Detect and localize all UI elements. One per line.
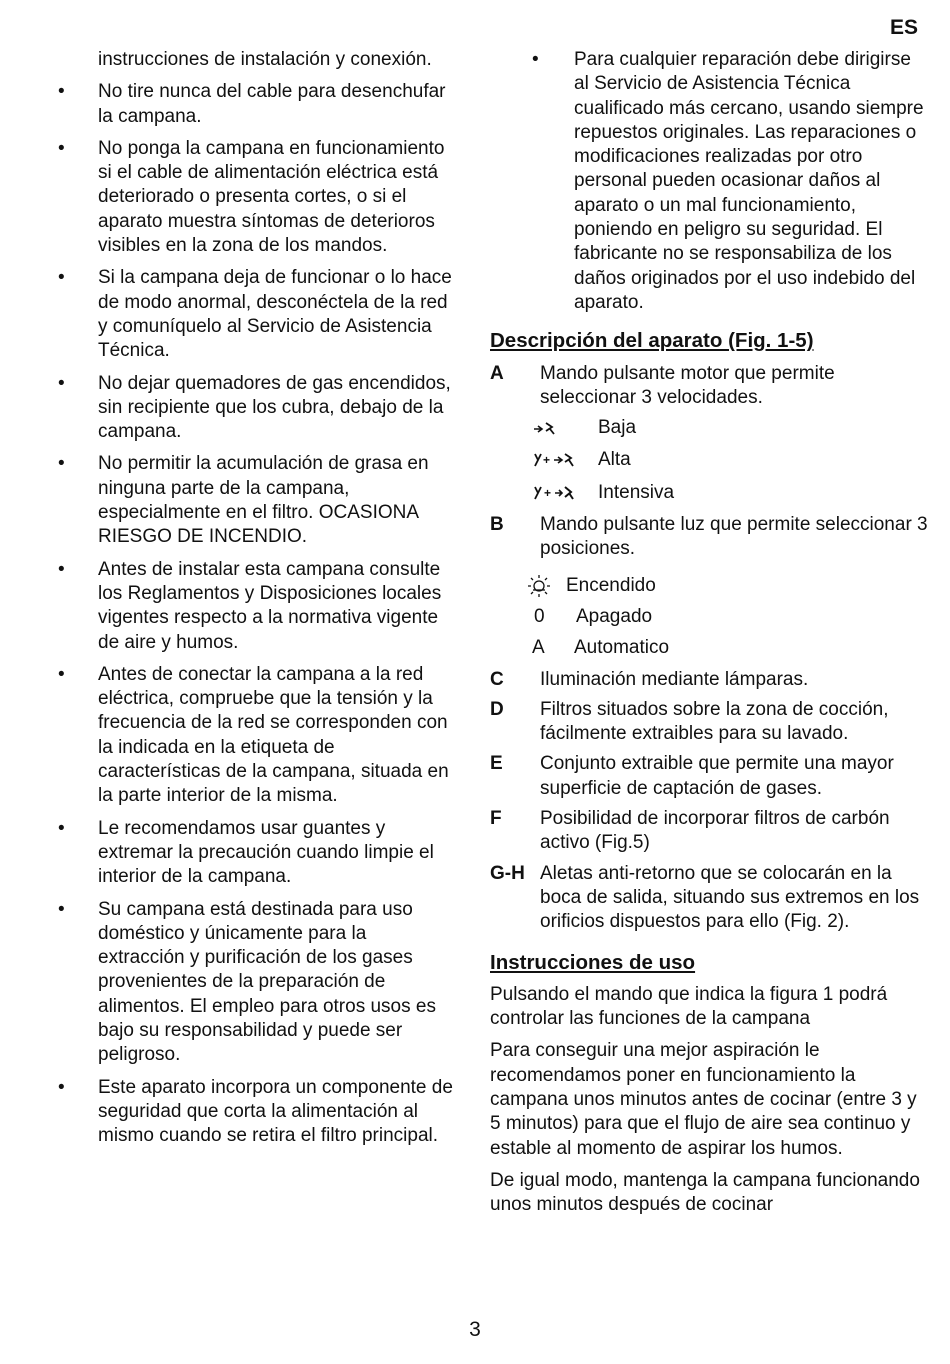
plus-symbol: + [544,485,552,500]
list-item: • Para cualquier reparación debe dirigirse al Servicio de Asistencia Técnica cualificado más cercano, usando siempre repuestos originales. Las reparaciones o modificaciones realizadas por otro personal pueden ocasionar daños al aparato o un mal funcionamiento, poniendo en peligro su seguridad. El fabricante no se responsabiliza de los daños originados por el uso indebido del aparato. [532,49,924,313]
light-auto: A Automatico [490,636,930,660]
language-code: ES [889,16,918,39]
fan-intensive-icon [490,481,598,505]
bullet-icon: • [58,267,65,289]
continued-text: instrucciones de instalación y conexión. [98,49,432,70]
item-text: Posibilidad de incorporar filtros de carbón activo (Fig.5) [540,808,890,854]
list-item: • No tire nunca del cable para desenchufar la campana. [58,81,446,127]
paragraph: Pulsando el mando que indica la figura 1 podrá controlar las funciones de la campana [490,983,888,1030]
item-key: F [490,808,502,830]
paragraph: De igual modo, mantenga la campana funcionando unos minutos después de cocinar [490,1169,920,1216]
page-number: 3 [469,1318,481,1341]
desc-item-d [490,698,930,747]
list-item: • No dejar quemadores de gas encendidos, sin recipiente que los cubra, debajo de la campana. [58,372,451,443]
fan-high-icon [490,448,598,472]
item-key: G-H [490,862,525,884]
list-item: • No permitir la acumulación de grasa en ninguna parte de la campana, especialmente en el filtro. OCASIONA RIESGO DE INCENDIO. [58,453,429,548]
bullet-icon: • [58,1076,65,1098]
desc-item-c [490,668,930,692]
list-item: • Le recomendamos usar guantes y extremar la precaución cuando limpie el interior de la campana. [58,817,434,888]
desc-item-a [490,362,930,411]
bullet-icon: • [58,558,65,580]
list-item: • Este aparato incorpora un componente de seguridad que corta la alimentación al mismo cuando se retira el filtro principal. [58,1076,453,1147]
item-key: B [490,514,504,536]
speed-low: Baja [490,416,930,440]
speed-high: + Alta [490,448,930,472]
bullet-icon: • [58,663,65,685]
item-text: Mando pulsante luz que permite seleccionar 3 posiciones. [540,514,928,560]
item-text: Mando pulsante motor que permite seleccionar 3 velocidades. [540,362,835,408]
light-off: 0 Apagado [490,605,930,629]
desc-item-f [490,807,930,856]
list-item: • Antes de conectar la campana a la red eléctrica, compruebe que la tensión y la frecuencia de la red se corresponden con la indicada en la etiqueta de características de la campana, situada en la parte interior de la misma. [58,663,449,807]
light-bulb-icon [524,574,566,598]
list-item: • Si la campana deja de funcionar o lo hace de modo anormal, desconéctela de la red y comuníquelo al Servicio de Asistencia Técnica. [58,267,452,362]
item-text: Filtros situados sobre la zona de cocción, fácilmente extraibles para su lavado. [540,698,889,745]
right-column [490,48,930,1225]
speed-intensive: + Intensiva [490,481,930,505]
desc-item-g-h [490,862,930,935]
light-on: Encendido [490,574,930,598]
item-key: C [490,668,504,690]
desc-item-e [490,752,930,801]
list-item: • No ponga la campana en funcionamiento si el cable de alimentación eléctrica está deteriorado o presenta cortes, o si el aparato muestra síntomas de deterioros visibles en la zona de los mandos. [58,137,445,257]
desc-item-b [490,513,930,562]
item-key: D [490,698,504,720]
bullet-icon: • [532,49,539,70]
bullet-icon: • [58,137,65,159]
left-column [58,48,453,1156]
bullet-icon: • [58,372,65,394]
bullet-icon: • [58,81,65,103]
section-heading-usage: Instrucciones de uso [490,950,696,974]
paragraph: Para conseguir una mejor aspiración le recomendamos poner en funcionamiento la campana unos minutos antes de cocinar (entre 3 y 5 minutos) para que el flujo de aire sea continuo y estable al momento de aspirar los humos. [490,1040,917,1159]
bullet-icon: • [58,453,65,475]
fan-low-icon [490,416,598,440]
auto-symbol: A [532,637,545,659]
item-text: Iluminación mediante lámparas. [540,668,809,690]
item-key: A [490,362,504,384]
section-heading-description: Descripción del aparato (Fig. 1-5) [490,329,814,353]
item-text: Conjunto extraible que permite una mayor superficie de captación de gases. [540,753,894,799]
bullet-icon: • [58,817,65,839]
list-item: • Antes de instalar esta campana consulte los Reglamentos y Disposiciones locales vigentes respecto a la normativa vigente de aire y humos. [58,558,442,653]
plus-symbol: + [543,453,551,468]
item-text: Aletas anti-retorno que se colocarán en la boca de salida, situando sus extremos en los orificios dispuestos para ello (Fig. 2). [540,862,920,933]
off-symbol: 0 [534,605,545,627]
item-key: E [490,753,503,775]
bullet-icon: • [58,898,65,920]
list-item: • Su campana está destinada para uso doméstico y únicamente para la extracción y purificación de los gases provenientes de la preparación de alimentos. El empleo para otros usos es bajo su responsabilidad y puede ser peligroso. [58,898,436,1066]
